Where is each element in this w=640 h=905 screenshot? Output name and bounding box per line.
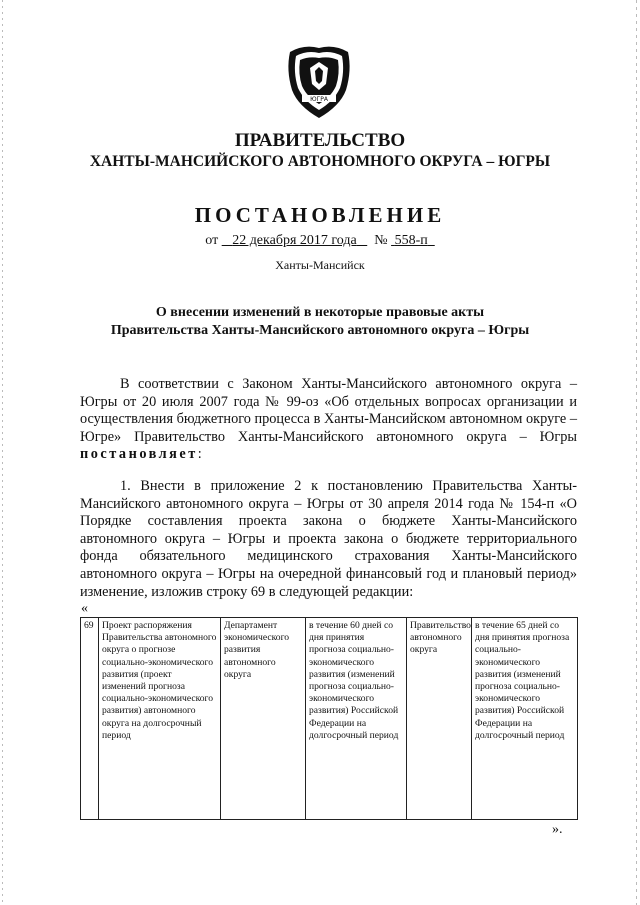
resolves-word: постановляет (80, 446, 198, 463)
recipient-cell: Правительство автономного округа (407, 618, 472, 820)
approval-deadline-cell: в течение 65 дней со дня принятия прогноза социально-экономического развития (изменений прогноза социально-экономического развития) Российской Федерации на долгосрочный период (472, 618, 578, 820)
decree-date-line (0, 233, 640, 249)
deadline-cell: в течение 60 дней со дня принятия прогноза социально-экономического развития (изменений прогноза социально-экономического развития) Российской Федерации на долгосрочный период (306, 618, 407, 820)
clause-1-paragraph: 1. Внести в приложение 2 к постановлению Правительства Ханты-Мансийского автономного округа – Югры от 30 апреля 2014 года № 154-п «О Порядке составления проекта закона о бюджете Ханты-Мансийского автономного округа – Югры и проекта закона о бюджете территориального фонда обязательного медицинского страхования Ханты-Мансийского автономного округа – Югры на очередной финансовый год и плановый период» изменение, изложив строку 69 в следующей редакции: (80, 478, 577, 600)
document-name-cell: Проект распоряжения Правительства автономного округа о прогнозе социально-экономического развития (проект изменений прогноза социально-экономического развития) автономного округа на долгосрочный период (99, 618, 221, 820)
amendment-table (80, 617, 578, 820)
government-subtitle: ХАНТЫ-МАНСИЙСКОГО АВТОНОМНОГО ОКРУГА – ЮГРЫ (89, 153, 551, 170)
quote-close: ». (552, 822, 563, 837)
date-prefix: от (205, 233, 219, 248)
preamble-paragraph: В соответствии с Законом Ханты-Мансийского автономного округа – Югры от 20 июля 2007 года № 99-оз «Об отдельных вопросах организации и осуществления бюджетного процесса в Ханты-Мансийском автономном округе – Югре» Правительство Ханты-Мансийского автономного округа – Югры постановляет: (80, 376, 577, 463)
decree-number: 558-п (394, 233, 428, 248)
subject-line-1: О внесении изменений в некоторые правовые акты (155, 305, 485, 320)
coat-of-arms-icon (282, 40, 356, 124)
table-row (81, 618, 578, 820)
city: Ханты-Мансийск (275, 258, 365, 272)
responsible-cell: Департамент экономического развития автономного округа (221, 618, 306, 820)
number-label: № (374, 233, 388, 248)
document-type: ПОСТАНОВЛЕНИЕ (194, 203, 446, 227)
quote-open: « (81, 601, 88, 616)
subject-line-2: Правительства Ханты-Мансийского автономного округа – Югры (110, 323, 530, 338)
decree-date: 22 декабря 2017 года (232, 233, 357, 248)
emblem-caption: ЮГРА (310, 96, 328, 103)
government-title: ПРАВИТЕЛЬСТВО (234, 130, 406, 151)
row-number-cell: 69 (81, 618, 99, 820)
